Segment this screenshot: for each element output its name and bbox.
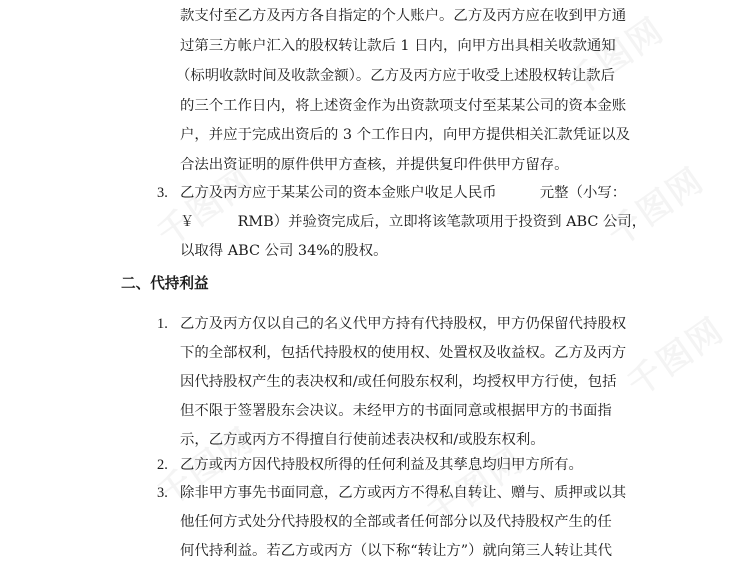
text-line: 但不限于签署股东会决议。未经甲方的书面同意或根据甲方的书面指: [180, 403, 612, 419]
text-line: 的三个工作日内，将上述资金作为出资款项支付至某某公司的资本金账: [180, 98, 627, 114]
list-number: 3.: [157, 185, 168, 201]
text-line: 户，并应于完成出资后的 3 个工作日内，向甲方提供相关汇款凭证以及: [180, 127, 631, 143]
section-heading: 二、代持利益: [121, 275, 209, 292]
text-line: ￥ RMB）并验资完成后，立即将该笔款项用于投资到 ABC 公司，: [180, 214, 647, 230]
text-line: 乙方及丙方仅以自己的名义代甲方持有代持股权，甲方仍保留代持股权: [180, 316, 627, 332]
text-line: 款支付至乙方及丙方各自指定的个人账户。乙方及丙方应在收到甲方通: [180, 8, 627, 24]
watermark: [596, 153, 713, 255]
watermark: [616, 303, 733, 405]
text-line: 合法出资证明的原件供甲方查核，并提供复印件供甲方留存。: [180, 157, 569, 173]
text-line: （标明收款时间及收款金额）。乙方及丙方应于收受上述股权转让款后: [176, 68, 615, 84]
text-line: 因代持股权产生的表决权和/或任何股东权利，均授权甲方行使，包括: [180, 374, 617, 390]
list-number: 1.: [157, 316, 168, 332]
text-line: 乙方及丙方应于某某公司的资本金账户收足人民币 元整（小写：: [180, 185, 627, 201]
list-number: 3.: [157, 485, 168, 501]
text-line: 下的全部权利，包括代持股权的使用权、处置权及收益权。乙方及丙方: [180, 345, 627, 361]
text-line: 何代持利益。若乙方或丙方（以下称“转让方”）就向第三人转让其代: [180, 543, 613, 559]
text-line: 他任何方式处分代持股权的全部或者任何部分以及代持股权产生的任: [180, 514, 612, 530]
text-line: 过第三方帐户汇入的股权转让款后 1 日内，向甲方出具相关收款通知: [180, 38, 616, 54]
list-number: 2.: [157, 457, 168, 473]
text-line: 以取得 ABC 公司 34%的股权。: [180, 243, 388, 259]
text-line: 示，乙方或丙方不得擅自行使前述表决权和/或股东权利。: [180, 432, 545, 448]
text-line: 乙方或丙方因代持股权所得的任何利益及其孳息均归甲方所有。: [180, 457, 583, 473]
text-line: 除非甲方事先书面同意，乙方或丙方不得私自转让、赠与、质押或以其: [180, 485, 627, 501]
